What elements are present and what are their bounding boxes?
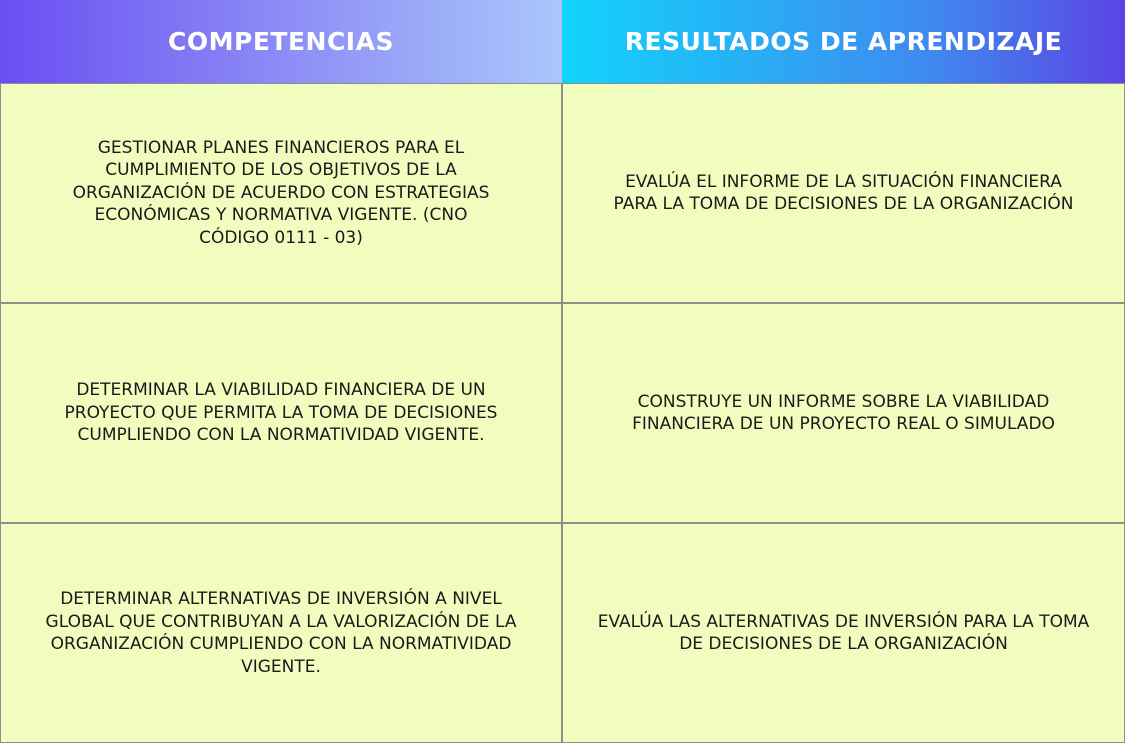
resultado-cell-1 bbox=[562, 83, 1125, 303]
resultado-cell-3 bbox=[562, 523, 1125, 743]
competencia-text-3: DETERMINAR ALTERNATIVAS DE INVERSIÓN A NIVEL GLOBAL QUE CONTRIBUYAN A LA VALORIZACIÓN DE LA ORGANIZACIÓN CUMPLIENDO CON LA NORMATIVIDAD VIGENTE. bbox=[45, 589, 517, 677]
resultado-cell-2 bbox=[562, 303, 1125, 523]
header-resultados-aprendizaje: RESULTADOS DE APRENDIZAJE bbox=[562, 0, 1125, 83]
resultado-text-3: EVALÚA LAS ALTERNATIVAS DE INVERSIÓN PARA LA TOMA DE DECISIONES DE LA ORGANIZACIÓN bbox=[597, 611, 1090, 654]
competencia-text-1: GESTIONAR PLANES FINANCIEROS PARA EL CUMPLIMIENTO DE LOS OBJETIVOS DE LA ORGANIZACIÓN DE ACUERDO CON ESTRATEGIAS ECONÓMICAS Y NORMATIVA VIGENTE. (CNO CÓDIGO 0111 - 03) bbox=[72, 137, 490, 248]
header-competencias: COMPETENCIAS bbox=[0, 0, 562, 83]
competencia-text-2: DETERMINAR LA VIABILIDAD FINANCIERA DE UN PROYECTO QUE PERMITA LA TOMA DE DECISIONES CUMPLIENDO CON LA NORMATIVIDAD VIGENTE. bbox=[64, 380, 498, 446]
competencia-cell-1 bbox=[0, 83, 562, 303]
competencia-cell-2 bbox=[0, 303, 562, 523]
resultado-text-1: EVALÚA EL INFORME DE LA SITUACIÓN FINANCIERA PARA LA TOMA DE DECISIONES DE LA ORGANIZACIÓN bbox=[613, 171, 1074, 214]
resultado-text-2: CONSTRUYE UN INFORME SOBRE LA VIABILIDAD FINANCIERA DE UN PROYECTO REAL O SIMULADO bbox=[632, 391, 1055, 434]
competencia-cell-3 bbox=[0, 523, 562, 743]
